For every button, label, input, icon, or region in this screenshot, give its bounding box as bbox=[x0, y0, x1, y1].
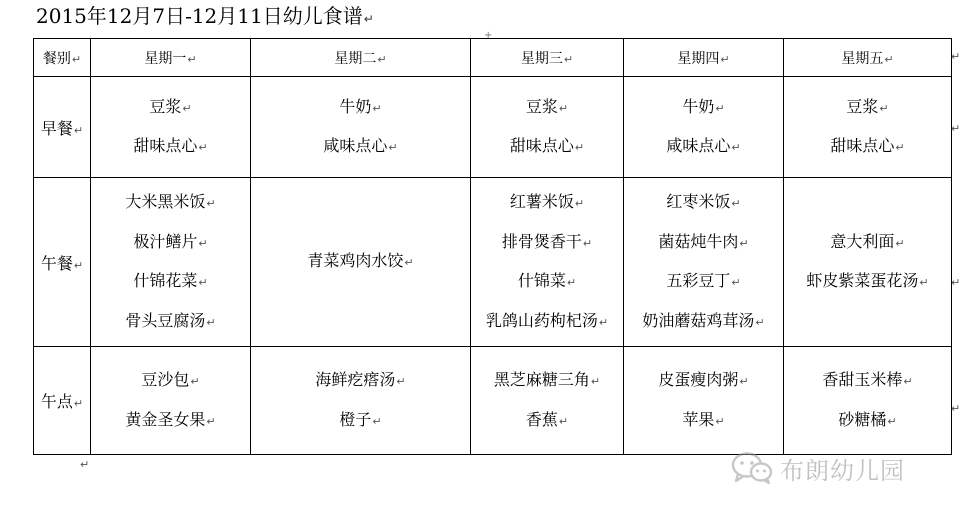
dish-item bbox=[784, 401, 951, 441]
dish-item bbox=[624, 262, 783, 302]
cell-mark: ↵ bbox=[73, 258, 84, 272]
row-end-mark: ↵ bbox=[951, 276, 961, 289]
dish-name: 牛奶 bbox=[339, 96, 372, 116]
paragraph-mark: ↵ bbox=[363, 12, 374, 26]
menu-cell bbox=[624, 178, 784, 347]
dish-item bbox=[251, 361, 470, 401]
dish-name: 极汁鳝片 bbox=[133, 231, 198, 251]
dish-name: 甜味点心 bbox=[133, 136, 198, 155]
dish-item bbox=[251, 127, 470, 167]
header-row bbox=[34, 39, 952, 77]
dish-name: 甜味点心 bbox=[830, 136, 895, 155]
dish-name: 皮蛋瘦肉粥 bbox=[658, 370, 739, 389]
meal-label-cell bbox=[34, 347, 91, 455]
dish-item bbox=[471, 88, 623, 128]
cell-mark: ↵ bbox=[187, 52, 197, 66]
cell-mark: ↵ bbox=[198, 276, 208, 289]
menu-cell bbox=[784, 178, 952, 347]
dish-item bbox=[91, 401, 250, 441]
dish-name: 黑芝麻糖三角 bbox=[493, 370, 590, 389]
cell-mark: ↵ bbox=[739, 236, 749, 250]
cell-mark: ↵ bbox=[404, 256, 414, 270]
dish-item bbox=[251, 242, 470, 282]
row-end-mark: ↵ bbox=[951, 50, 961, 63]
header-day-cell bbox=[784, 39, 952, 77]
cell-mark: ↵ bbox=[566, 276, 577, 289]
dish-item bbox=[91, 127, 250, 167]
dish-item bbox=[784, 262, 951, 302]
wechat-icon bbox=[730, 450, 774, 486]
cell-mark: ↵ bbox=[715, 414, 725, 428]
cell-mark: ↵ bbox=[755, 315, 765, 329]
header-day-label: 星期五 bbox=[841, 50, 884, 67]
dish-item bbox=[624, 183, 783, 223]
menu-cell bbox=[471, 347, 624, 455]
dish-name: 大米黑米饭 bbox=[125, 192, 206, 211]
dish-item bbox=[91, 223, 250, 263]
dish-item bbox=[784, 88, 951, 128]
dish-item bbox=[784, 127, 951, 167]
dish-name: 青菜鸡肉水饺 bbox=[307, 251, 404, 271]
dish-item bbox=[251, 88, 470, 128]
watermark-text: 布朗幼儿园 bbox=[780, 456, 905, 485]
header-day-label: 星期一 bbox=[144, 50, 187, 67]
dish-name: 意大利面 bbox=[830, 231, 895, 251]
header-meal-cell bbox=[34, 39, 91, 77]
dish-name: 虾皮紫菜蛋花汤 bbox=[806, 271, 919, 290]
dish-name: 红枣米饭 bbox=[666, 192, 731, 211]
dish-name: 豆浆 bbox=[525, 96, 558, 116]
dish-item bbox=[624, 361, 783, 401]
header-day-cell bbox=[471, 39, 624, 77]
dish-name: 豆浆 bbox=[846, 96, 879, 116]
meal-row bbox=[34, 77, 952, 178]
cell-mark: ↵ bbox=[731, 141, 741, 154]
menu-cell bbox=[251, 178, 471, 347]
paragraph-mark: ↵ bbox=[80, 458, 90, 471]
dish-name: 菌菇炖牛肉 bbox=[658, 231, 739, 251]
menu-cell bbox=[624, 347, 784, 455]
cell-mark: ↵ bbox=[73, 397, 84, 410]
meal-label-cell bbox=[34, 178, 91, 347]
cell-mark: ↵ bbox=[206, 197, 216, 210]
dish-name: 骨头豆腐汤 bbox=[125, 310, 206, 330]
row-end-mark: ↵ bbox=[951, 122, 961, 135]
dish-item bbox=[471, 223, 623, 263]
cell-mark: ↵ bbox=[388, 141, 398, 154]
cell-mark: ↵ bbox=[558, 414, 569, 428]
dish-item bbox=[471, 262, 623, 302]
dish-item bbox=[471, 302, 623, 342]
dish-name: 奶油蘑菇鸡茸汤 bbox=[642, 310, 755, 330]
cell-mark: ↵ bbox=[895, 236, 905, 250]
title-text: 2015年12月7日-12月11日幼儿食谱 bbox=[36, 4, 363, 28]
cell-mark: ↵ bbox=[598, 315, 609, 329]
dish-name: 黄金圣女果 bbox=[125, 409, 206, 429]
cell-mark: ↵ bbox=[739, 375, 749, 388]
dish-name: 豆沙包 bbox=[141, 370, 190, 389]
cell-mark: ↵ bbox=[720, 52, 730, 66]
cell-mark: ↵ bbox=[198, 236, 208, 250]
dish-name: 香甜玉米棒 bbox=[822, 370, 903, 389]
header-day-cell bbox=[624, 39, 784, 77]
header-day-cell bbox=[251, 39, 471, 77]
menu-cell bbox=[624, 77, 784, 178]
cell-mark: ↵ bbox=[887, 414, 897, 428]
cell-mark: ↵ bbox=[558, 101, 569, 115]
meal-label: 午点 bbox=[40, 392, 73, 411]
header-meal-label: 餐别 bbox=[42, 50, 71, 67]
dish-item bbox=[784, 223, 951, 263]
header-day-label: 星期四 bbox=[677, 50, 720, 67]
cell-mark: ↵ bbox=[731, 197, 741, 210]
anchor-mark: + bbox=[484, 30, 493, 41]
menu-cell bbox=[251, 347, 471, 455]
menu-cell bbox=[471, 178, 624, 347]
dish-name: 甜味点心 bbox=[509, 136, 574, 155]
dish-item bbox=[624, 302, 783, 342]
dish-item bbox=[471, 183, 623, 223]
cell-mark: ↵ bbox=[574, 197, 585, 210]
dish-item bbox=[471, 361, 623, 401]
cell-mark: ↵ bbox=[377, 52, 387, 66]
meal-row bbox=[34, 347, 952, 455]
page-title bbox=[36, 4, 374, 31]
dish-item bbox=[251, 401, 470, 441]
dish-name: 红薯米饭 bbox=[509, 192, 574, 211]
dish-item bbox=[91, 183, 250, 223]
menu-cell bbox=[91, 77, 251, 178]
cell-mark: ↵ bbox=[73, 123, 84, 137]
cell-mark: ↵ bbox=[182, 101, 192, 115]
dish-item bbox=[91, 302, 250, 342]
dish-name: 橙子 bbox=[339, 409, 372, 429]
row-end-mark: ↵ bbox=[951, 402, 961, 415]
dish-name: 苹果 bbox=[682, 409, 715, 429]
menu-table bbox=[33, 38, 952, 455]
cell-mark: ↵ bbox=[206, 414, 216, 428]
cell-mark: ↵ bbox=[879, 101, 889, 115]
header-day-cell bbox=[91, 39, 251, 77]
dish-name: 牛奶 bbox=[682, 96, 715, 116]
header-day-label: 星期三 bbox=[520, 50, 563, 67]
cell-mark: ↵ bbox=[903, 375, 913, 388]
meal-label: 午餐 bbox=[40, 253, 73, 273]
cell-mark: ↵ bbox=[396, 375, 406, 388]
cell-mark: ↵ bbox=[372, 101, 382, 115]
header-day-label: 星期二 bbox=[334, 50, 377, 67]
cell-mark: ↵ bbox=[582, 236, 593, 250]
cell-mark: ↵ bbox=[731, 276, 741, 289]
cell-mark: ↵ bbox=[715, 101, 725, 115]
menu-cell bbox=[784, 347, 952, 455]
cell-mark: ↵ bbox=[574, 141, 585, 154]
cell-mark: ↵ bbox=[590, 375, 601, 388]
meal-row bbox=[34, 178, 952, 347]
cell-mark: ↵ bbox=[372, 414, 382, 428]
dish-name: 砂糖橘 bbox=[838, 409, 887, 429]
menu-cell bbox=[91, 347, 251, 455]
cell-mark: ↵ bbox=[198, 141, 208, 154]
cell-mark: ↵ bbox=[563, 52, 574, 66]
dish-name: 海鲜疙瘩汤 bbox=[315, 370, 396, 389]
menu-cell bbox=[91, 178, 251, 347]
menu-cell bbox=[784, 77, 952, 178]
cell-mark: ↵ bbox=[884, 52, 894, 66]
dish-item bbox=[91, 361, 250, 401]
cell-mark: ↵ bbox=[895, 141, 905, 154]
dish-item bbox=[91, 262, 250, 302]
dish-name: 什锦菜 bbox=[517, 271, 566, 290]
cell-mark: ↵ bbox=[206, 315, 216, 329]
meal-label-cell bbox=[34, 77, 91, 178]
cell-mark: ↵ bbox=[71, 52, 82, 66]
dish-name: 香蕉 bbox=[525, 409, 558, 429]
dish-item bbox=[624, 401, 783, 441]
dish-name: 豆浆 bbox=[149, 96, 182, 116]
dish-name: 什锦花菜 bbox=[133, 271, 198, 290]
meal-label: 早餐 bbox=[40, 118, 73, 138]
cell-mark: ↵ bbox=[919, 276, 929, 289]
dish-item bbox=[471, 401, 623, 441]
menu-cell bbox=[251, 77, 471, 178]
dish-item bbox=[624, 223, 783, 263]
dish-name: 五彩豆丁 bbox=[666, 271, 731, 290]
dish-item bbox=[624, 127, 783, 167]
dish-item bbox=[91, 88, 250, 128]
dish-item bbox=[784, 361, 951, 401]
dish-item bbox=[471, 127, 623, 167]
cell-mark: ↵ bbox=[190, 375, 200, 388]
dish-name: 咸味点心 bbox=[666, 136, 731, 155]
watermark bbox=[730, 448, 905, 488]
menu-cell bbox=[471, 77, 624, 178]
dish-item bbox=[624, 88, 783, 128]
dish-name: 咸味点心 bbox=[323, 136, 388, 155]
dish-name: 排骨煲香干 bbox=[501, 231, 582, 251]
dish-name: 乳鸽山药枸杞汤 bbox=[485, 310, 598, 330]
